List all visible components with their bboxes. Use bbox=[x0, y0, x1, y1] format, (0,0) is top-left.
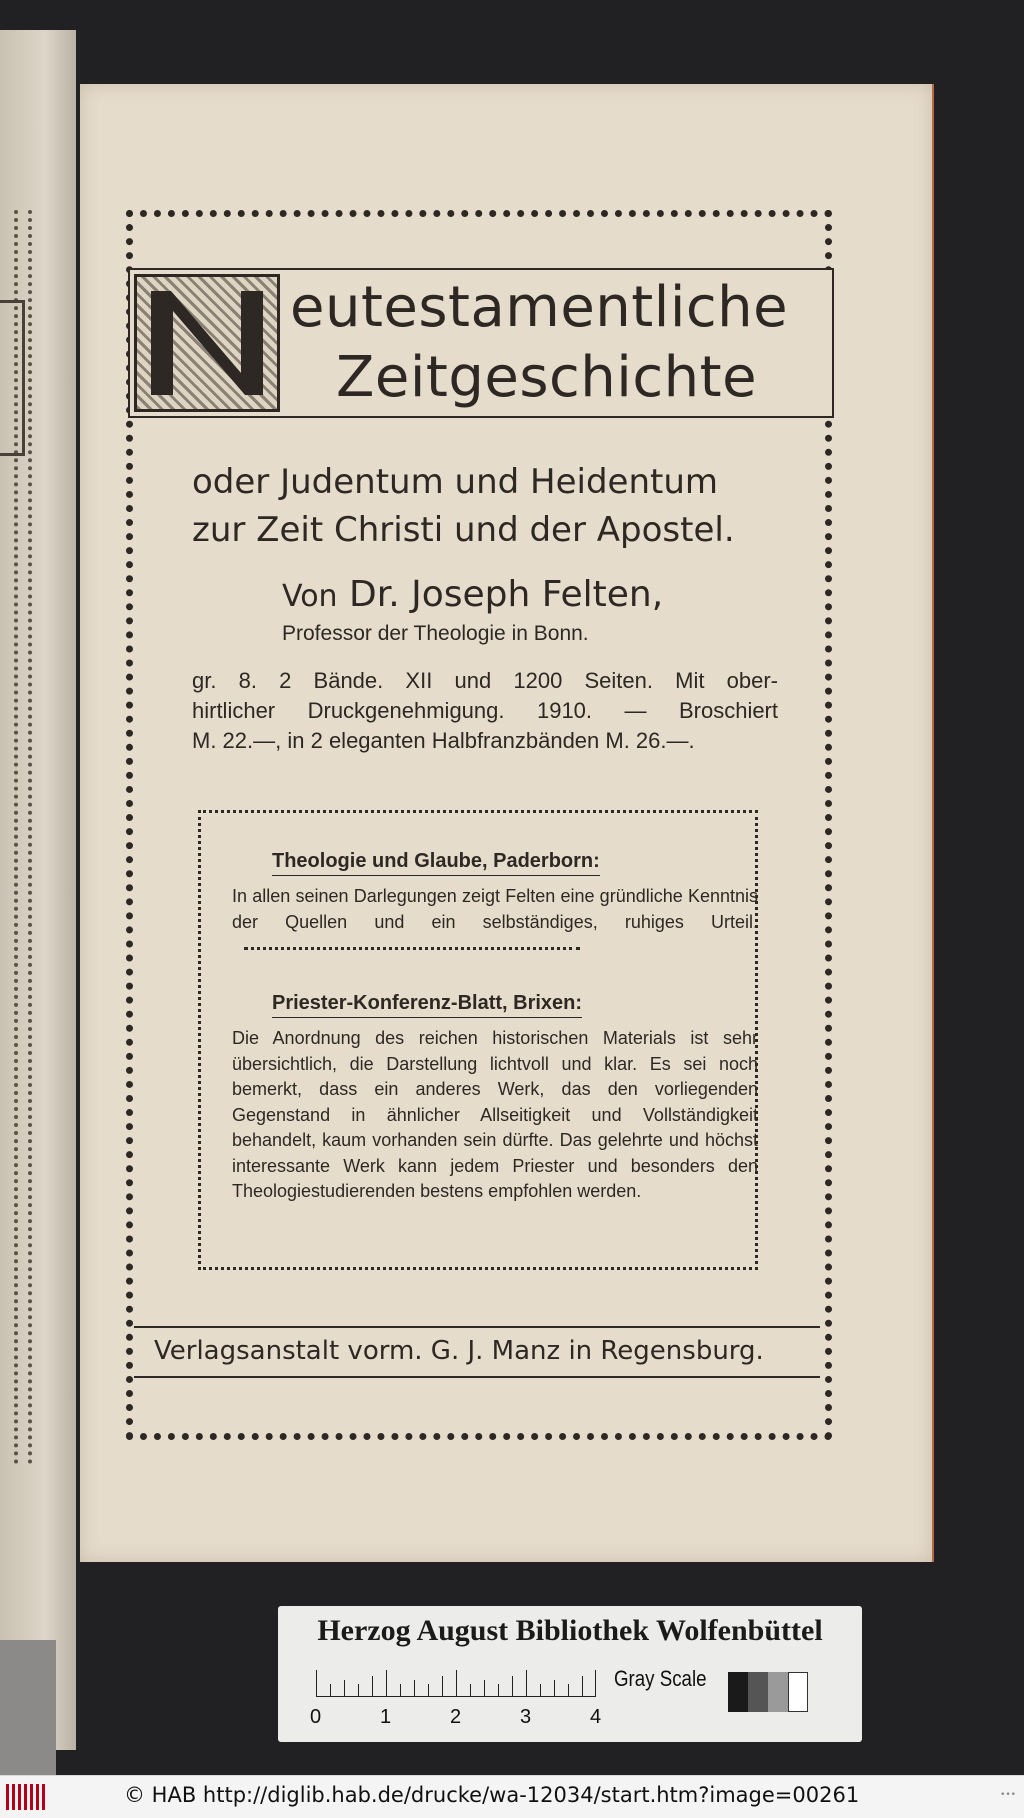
subtitle-line-1: oder Judentum und Heidentum bbox=[192, 462, 718, 502]
swatch-dark-gray bbox=[748, 1672, 768, 1712]
author-von: Von bbox=[282, 579, 338, 614]
gray-scale-label: Gray Scale bbox=[614, 1666, 707, 1691]
ruler-number-2: 2 bbox=[450, 1706, 462, 1728]
publisher-rule-bottom bbox=[134, 1376, 820, 1378]
swatch-black bbox=[728, 1672, 748, 1712]
ruler bbox=[316, 1670, 596, 1697]
initial-n-icon bbox=[137, 277, 277, 409]
review-1-dotted-fill bbox=[244, 947, 580, 950]
review-2-text: Die Anordnung des reichen historischen Materials ist sehr übersichtlich, die Darstellung lichtvoll und klar. Es sei noch bemerkt, dass ein anderes Werk, das den vorliegenden Gegenstand in ähnlicher Allseitigkeit und Vollständigkeit behandelt, kaum vorhanden sein dürfte. Das gelehrte und höchst interessante Werk kann jedem Priester und besonders den Theologiestudierenden bestens empfohlen werden. bbox=[232, 1028, 758, 1201]
author-name: Dr. Joseph Felten, bbox=[349, 574, 664, 615]
info-line-1: gr. 8. 2 Bände. XII und 1200 Seiten. Mit ober- bbox=[192, 668, 778, 693]
review-1-body: In allen seinen Darlegungen zeigt Felten eine gründliche Kenntnis der Quellen und ein selbständiges, ruhiges Urteil. bbox=[232, 886, 758, 932]
title-line-1: eutestamentliche bbox=[290, 275, 789, 340]
info-line-2: hirtlicher Druckgenehmigung. 1910. — Broschiert bbox=[192, 698, 778, 723]
publisher-rule-top bbox=[134, 1326, 820, 1328]
ruler-number-1: 1 bbox=[380, 1706, 392, 1728]
swatch-light-gray bbox=[768, 1672, 788, 1712]
copyright-url[interactable]: © HAB http://diglib.hab.de/drucke/wa-12034/start.htm?image=00261 bbox=[124, 1783, 860, 1807]
swatch-white bbox=[788, 1672, 808, 1712]
author-title: Professor der Theologie in Bonn. bbox=[282, 622, 589, 645]
library-name: Herzog August Bibliothek Wolfenbüttel bbox=[317, 1614, 823, 1647]
color-card bbox=[278, 1606, 862, 1742]
previous-page-ornament bbox=[0, 300, 25, 456]
subtitle-line-2: zur Zeit Christi und der Apostel. bbox=[192, 510, 735, 550]
review-1-text bbox=[232, 884, 758, 961]
title-box bbox=[128, 268, 834, 418]
viewer-footer bbox=[0, 1775, 1024, 1818]
initial-letter: N bbox=[207, 357, 208, 358]
ruler-number-3: 3 bbox=[520, 1706, 532, 1728]
review-2-source: Priester-Konferenz-Blatt, Brixen: bbox=[272, 992, 582, 1018]
review-1-source: Theologie und Glaube, Paderborn: bbox=[272, 850, 600, 876]
ruler-number-4: 4 bbox=[590, 1706, 602, 1728]
decorated-initial bbox=[134, 274, 280, 412]
publisher: Verlagsanstalt vorm. G. J. Manz in Regensburg. bbox=[154, 1336, 764, 1366]
info-line-3: M. 22.—, in 2 eleganten Halbfranzbänden M. 26.—. bbox=[192, 728, 695, 753]
hab-logo-icon bbox=[6, 1784, 46, 1810]
ruler-number-0: 0 bbox=[310, 1706, 322, 1728]
scan-side-strip bbox=[0, 1640, 56, 1775]
footer-menu-dots[interactable]: ••• bbox=[1000, 1790, 1016, 1800]
previous-page-edge bbox=[0, 30, 76, 1750]
author-line bbox=[282, 574, 663, 615]
title-line-2: Zeitgeschichte bbox=[336, 345, 758, 410]
